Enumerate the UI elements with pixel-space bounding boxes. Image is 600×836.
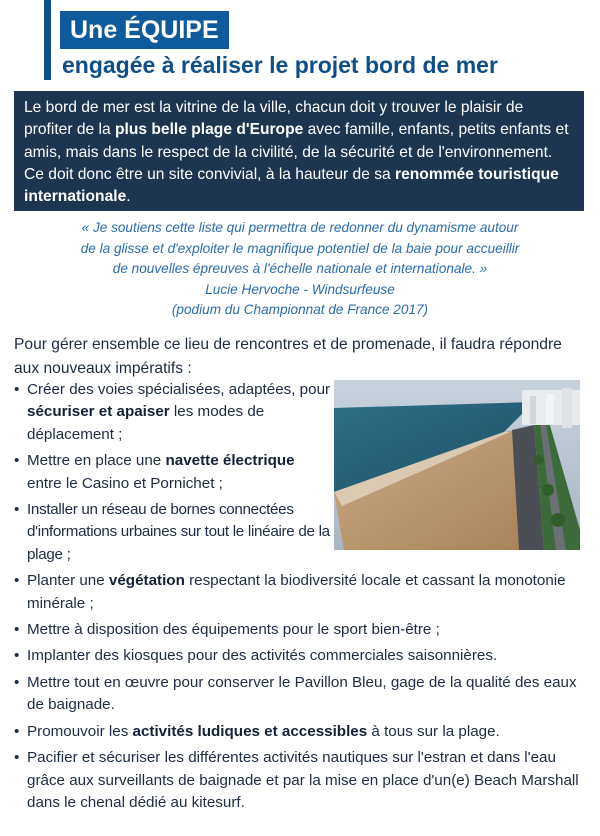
action-list [14,379,590,814]
lead-paragraph: Pour gérer ensemble ce lieu de rencontres et de promenade, il faudra répondre aux nouveaux impératifs : [14,336,562,377]
intro-paragraph: Le bord de mer est la vitrine de la ville, chacun doit y trouver le plaisir de profiter de la plus belle plage d'Europe avec famille, enfants, petits enfants et amis, mais dans le respect de la civilité, de la sécurité et de l'environnement. Ce doit donc être un site convivial, à la hauteur de sa renommée touristique internationale. [24,99,569,206]
list-item: • Mettre en place une navette électrique entre le Casino et Pornichet ; [14,450,332,495]
testimonial-quote [0,218,600,321]
subtitle: engagée à réaliser le projet bord de mer [62,52,498,78]
list-item: • Mettre tout en œuvre pour conserver le Pavillon Bleu, gage de la qualité des eaux de baignade. [14,672,590,717]
list-item: • Installer un réseau de bornes connectées d'informations urbaines sur tout le linéaire de la plage ; [14,499,332,566]
list-item: • Promouvoir les activités ludiques et accessibles à tous sur la plage. [14,721,590,743]
quote-line: de nouvelles épreuves à l'échelle nationale et internationale. » [112,261,488,276]
quote-author: Lucie Hervoche - Windsurfeuse [205,281,395,297]
list-item: • Implanter des kiosques pour des activités commerciales saisonnières. [14,645,590,667]
intro-highlight: plus belle plage d'Europe [115,121,304,139]
title-badge: Une ÉQUIPE [60,11,229,49]
list-item: • Créer des voies spécialisées, adaptées, pour sécuriser et apaiser les modes de déplacement ; [14,379,332,446]
quote-line: « Je soutiens cette liste qui permettra de redonner du dynamisme autour [81,220,519,235]
intro-highlight: renommée touristique internationale [24,165,559,206]
list-item: • Planter une végétation respectant la biodiversité locale et cassant la monotonie minérale ; [14,570,590,615]
list-item: • Mettre à disposition des équipements pour le sport bien-être ; [14,619,590,641]
quote-credit: (podium du Championnat de France 2017) [171,302,429,317]
accent-bar [44,0,51,80]
intro-box [14,91,584,211]
list-item: • Pacifier et sécuriser les différentes activités nautiques sur l'estran et dans l'eau grâce aux surveillants de baignade et par la mise en place d'un(e) Beach Marshall dans le chenal dédié au kitesurf. [14,747,590,814]
quote-line: de la glisse et d'exploiter le magnifique potentiel de la baie pour accueillir [80,240,520,256]
